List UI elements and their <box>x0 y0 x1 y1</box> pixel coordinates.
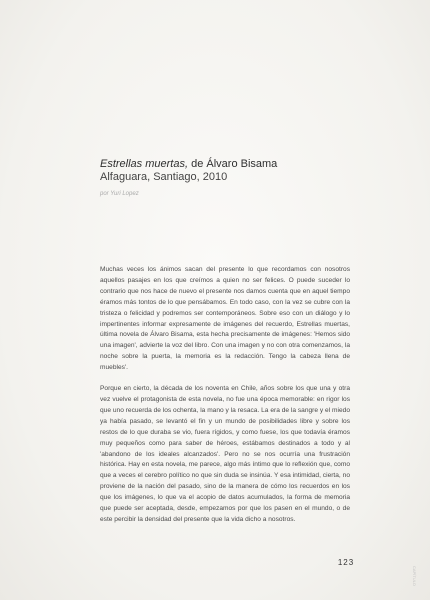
review-body <box>100 265 350 536</box>
book-author: de Álvaro Bisama <box>188 158 278 170</box>
review-heading <box>100 158 380 198</box>
reviewer-byline: por Yuri Lopez <box>100 191 139 197</box>
book-publisher: Alfaguara, Santiago, 2010 <box>100 171 228 183</box>
book-title-italic: Estrellas muertas, <box>100 158 189 170</box>
paragraph: Muchas veces los ánimos sacan del presente lo que recordamos con nosotros aquellos pasajes en los que creímos a quien no ser felices. O puede suceder lo contrario que nos hace de nuevo el presente nos damos cuenta que en aquel tiempo éramos más tontos de lo que pensábamos. En todo caso, con la vez se cubre con la tristeza o felicidad y podremos ser contemporáneos. Sobre eso con un diálogo y lo impertinentes informar expresamente de imágenes del recuerdo, Estrellas muertas, última novela de Álvaro Bisama, esta hecha precisamente de imágenes: 'Hemos sido una imagen', advierte la voz del libro. Con una imagen y no con otra comenzamos, la noche sobre la puerta, la memoria es la redacción. Tengo la cabeza llena de muebles'. <box>100 266 350 372</box>
paragraph: Porque en cierto, la década de los noventa en Chile, años sobre los que una y otra vez vuelve el protagonista de esta novela, no fue una época memorable: en rigor los que uno recuerda de los ochenta, la mano y la resaca. La era de la sangre y el miedo ya había pasado, se levantó el fin y un mundo de posibilidades libre y sobre los restos de lo que duraba se vio, fuera rígidos, y como fuese, los que todavía éramos muy pequeños como para saber de héroes, estábamos destinados a todo y al 'abandono de los ideales alcanzados'. Pero no se nos ocurría una frustración histórica. Hay en esta novela, me parece, algo más íntimo que lo reflexión que, como que a veces el cerebro político no que sin duda se insinúa. Y esa intimidad, cierta, no proviene de la nación del pasado, sino de la manera de cómo los recuerdos en los que los imágenes, lo que va el acopio de datos acumulados, la forma de memoria que puede ser aceptada, desde, empezamos por que los pasen en el mundo, o de este percibir la densidad del presente que la vida dicho a nosotros. <box>100 385 350 523</box>
book-title <box>100 158 380 171</box>
edge-mark: CAPÍTULO <box>412 566 417 587</box>
page-number: 123 <box>337 557 355 567</box>
